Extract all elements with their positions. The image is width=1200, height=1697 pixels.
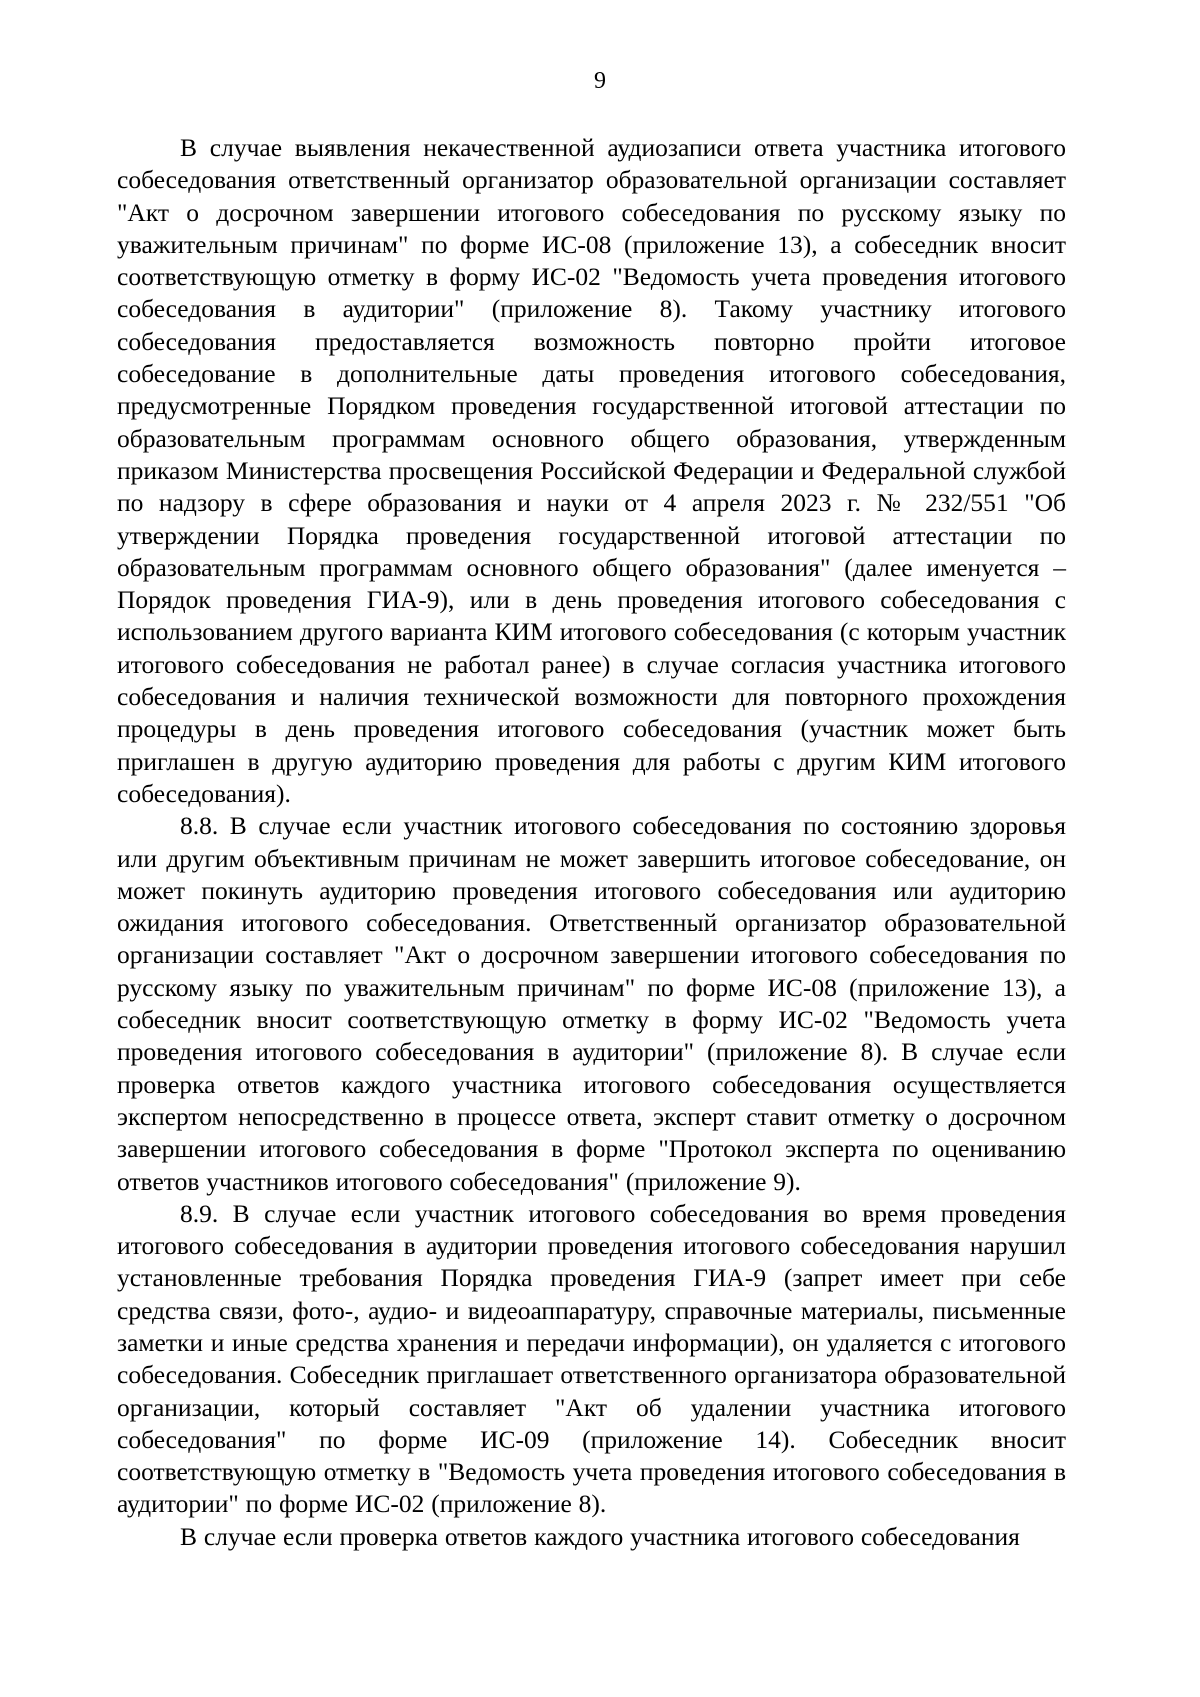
page-number: 9 bbox=[594, 68, 606, 94]
paragraph-expert-check: В случае если проверка ответов каждого участника итогового собеседования bbox=[180, 1521, 1020, 1551]
paragraph-8-8: 8.8. В случае если участник итогового собеседования по состоянию здоровья или другим объективным причинам не может завершить итоговое собеседование, он может покинуть аудиторию проведения итогового собеседования или аудиторию ожидания итогового собеседования. Ответственный организатор образовательной организации составляет "Акт о досрочном завершении итогового собеседования по русскому языку по уважительным причинам" по форме ИС-08 (приложение 13), а собеседник вносит соответствующую отметку в форму ИС-02 "Ведомость учета проведения итогового собеседования в аудитории" (приложение 8). В случае если проверка ответов каждого участника итогового собеседования осуществляется экспертом непосредственно в процессе ответа, эксперт ставит отметку о досрочном завершении итогового собеседования в форме "Протокол эксперта по оцениванию ответов участников итогового собеседования" (приложение 9). bbox=[117, 811, 1066, 1196]
document-body bbox=[117, 132, 1066, 1553]
paragraph-8-9: 8.9. В случае если участник итогового собеседования во время проведения итогового собеседования в аудитории проведения итогового собеседования нарушил установленные требования Порядка проведения ГИА-9 (запрет имеет при себе средства связи, фото-, аудио- и видеоаппаратуру, справочные материалы, письменные заметки и иные средства хранения и передачи информации), он удаляется с итогового собеседования. Собеседник приглашает ответственного организатора образовательной организации, который составляет "Акт об удалении участника итогового собеседования" по форме ИС-09 (приложение 14). Собеседник вносит соответствующую отметку в "Ведомость учета проведения итогового собеседования в аудитории" по форме ИС-02 (приложение 8). bbox=[117, 1198, 1066, 1519]
paragraph-audio-quality: В случае выявления некачественной аудиозаписи ответа участника итогового собеседования ответственный организатор образовательной организации составляет "Акт о досрочном завершении итогового собеседования по русскому языку по уважительным причинам" по форме ИС-08 (приложение 13), а собеседник вносит соответствующую отметку в форму ИС-02 "Ведомость учета проведения итогового собеседования в аудитории" (приложение 8). Такому участнику итогового собеседования предоставляется возможность повторно пройти итоговое собеседование в дополнительные даты проведения итогового собеседования, предусмотренные Порядком проведения государственной итоговой аттестации по образовательным программам основного общего образования, утвержденным приказом Министерства просвещения Российской Федерации и Федеральной службой по надзору в сфере образования и науки от 4 апреля 2023 г. № 232/551 "Об утверждении Порядка проведения государственной итоговой аттестации по образовательным программам основного общего образования" (далее именуется – Порядок проведения ГИА-9), или в день проведения итогового собеседования с использованием другого варианта КИМ итогового собеседования (с которым участник итогового собеседования не работал ранее) в случае согласия участника итогового собеседования и наличия технической возможности для повторного прохождения процедуры в день проведения итогового собеседования (участник может быть приглашен в другую аудиторию проведения для работы с другим КИМ итогового собеседования). bbox=[117, 133, 1066, 808]
